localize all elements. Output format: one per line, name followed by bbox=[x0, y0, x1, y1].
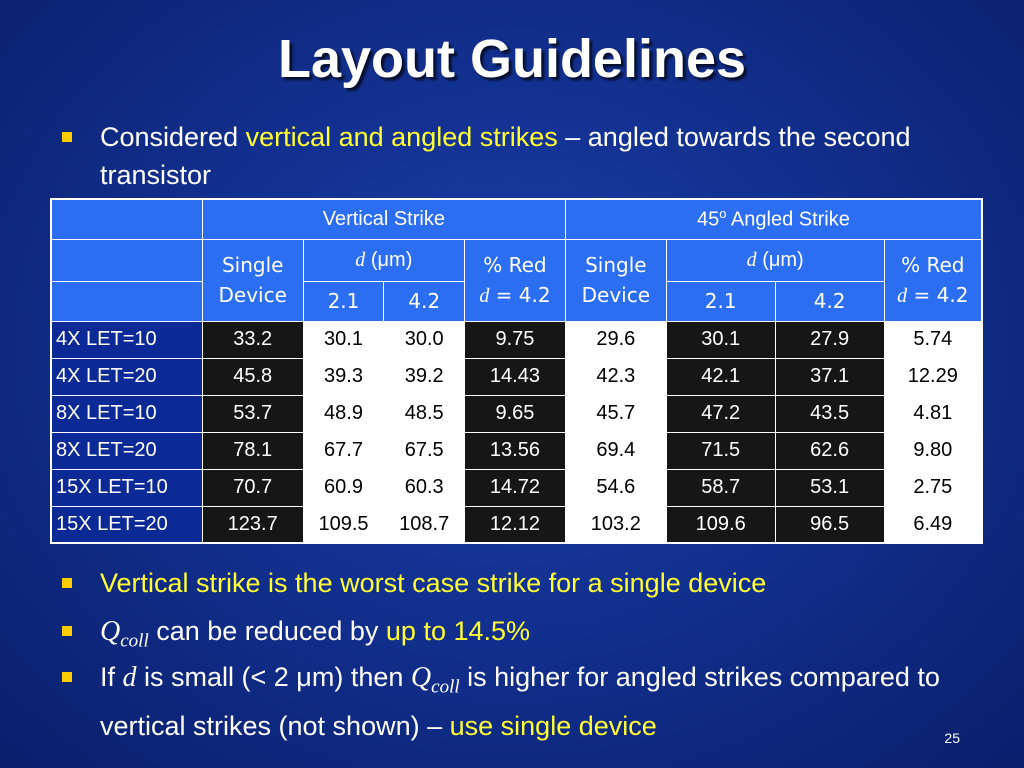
table-row bbox=[51, 432, 982, 469]
angled-strike-header bbox=[565, 199, 982, 239]
percent-red-label: % Red bbox=[901, 252, 965, 277]
table-cell: 54.6 bbox=[565, 469, 666, 506]
table-cell: 62.6 bbox=[775, 432, 884, 469]
table-cell: 9.65 bbox=[465, 395, 566, 432]
bullet-qcoll-reduced bbox=[62, 612, 982, 661]
table-cell: 109.6 bbox=[666, 506, 775, 543]
table-row bbox=[51, 469, 982, 506]
table-cell: 78.1 bbox=[202, 432, 303, 469]
d-value-header: 2.1 bbox=[303, 281, 384, 321]
d-value-header: 4.2 bbox=[384, 281, 465, 321]
bullet-highlight: up to 14.5% bbox=[385, 616, 531, 646]
table-row bbox=[51, 358, 982, 395]
bullet-square-icon bbox=[62, 578, 72, 588]
angle-value: 45 bbox=[696, 209, 720, 232]
row-label: 4X LET=10 bbox=[51, 321, 202, 358]
table-row bbox=[51, 321, 982, 358]
table-cell: 103.2 bbox=[565, 506, 666, 543]
qcoll-symbol: $Q_{coll}$ bbox=[100, 616, 149, 652]
table-cell: 58.7 bbox=[666, 469, 775, 506]
table-cell: 14.72 bbox=[465, 469, 566, 506]
table-cell: 67.5 bbox=[384, 432, 465, 469]
table-cell: 5.74 bbox=[884, 321, 982, 358]
vertical-strike-header: Vertical Strike bbox=[202, 199, 565, 239]
table-cell: 13.56 bbox=[465, 432, 566, 469]
table-cell: 9.75 bbox=[465, 321, 566, 358]
table-cell: 67.7 bbox=[303, 432, 384, 469]
table-cell: 14.43 bbox=[465, 358, 566, 395]
table-cell: 53.1 bbox=[775, 469, 884, 506]
corner-cell bbox=[51, 199, 202, 239]
bullet-part2: is higher for angled strikes compared to vertical strikes (not shown) – bbox=[100, 662, 940, 741]
bullet-vertical-worst bbox=[62, 564, 982, 602]
bullet-suffix: – angled towards the second transistor bbox=[100, 122, 911, 190]
table-cell: 108.7 bbox=[384, 506, 465, 543]
d-symbol: d bbox=[479, 284, 490, 307]
table-cell: 60.3 bbox=[384, 469, 465, 506]
bullet-if: If bbox=[100, 662, 123, 692]
row-label: 15X LET=20 bbox=[51, 506, 202, 543]
bullet-middle: can be reduced by bbox=[148, 616, 386, 646]
single-device-header: Single Device bbox=[565, 239, 666, 321]
percent-red-header bbox=[884, 239, 982, 321]
table-cell: 30.0 bbox=[384, 321, 465, 358]
table-cell: 43.5 bbox=[775, 395, 884, 432]
angled-strike-label: Angled Strike bbox=[726, 209, 850, 232]
table-cell: 39.3 bbox=[303, 358, 384, 395]
bullet-text bbox=[100, 612, 530, 661]
bullet-prefix: Considered bbox=[100, 122, 246, 152]
bullet-d-small bbox=[62, 658, 962, 745]
table-cell: 6.49 bbox=[884, 506, 982, 543]
header-row-1 bbox=[51, 199, 982, 239]
table-cell: 12.29 bbox=[884, 358, 982, 395]
bullet-highlight: use single device bbox=[449, 710, 657, 741]
table-row bbox=[51, 395, 982, 432]
table-cell: 37.1 bbox=[775, 358, 884, 395]
row-label: 15X LET=10 bbox=[51, 469, 202, 506]
bullet-square-icon bbox=[62, 626, 72, 636]
degree-symbol: o bbox=[719, 206, 727, 222]
table-cell: 9.80 bbox=[884, 432, 982, 469]
table-cell: 30.1 bbox=[666, 321, 775, 358]
table-cell: 45.8 bbox=[202, 358, 303, 395]
bullet-highlight: vertical and angled strikes bbox=[245, 122, 558, 152]
table-cell: 53.7 bbox=[202, 395, 303, 432]
label-header-cell bbox=[51, 281, 202, 321]
bullet-square-icon bbox=[62, 672, 72, 682]
row-label: 4X LET=20 bbox=[51, 358, 202, 395]
table-cell: 48.9 bbox=[303, 395, 384, 432]
percent-red-label: % Red bbox=[483, 252, 547, 277]
table-cell: 70.7 bbox=[202, 469, 303, 506]
table-cell: 42.3 bbox=[565, 358, 666, 395]
bullet-square-icon bbox=[62, 132, 72, 142]
bullet-text: Vertical strike is the worst case strike for a single device bbox=[100, 568, 767, 598]
header-row-2 bbox=[51, 239, 982, 281]
table-cell: 4.81 bbox=[884, 395, 982, 432]
table-cell: 27.9 bbox=[775, 321, 884, 358]
table-cell: 39.2 bbox=[384, 358, 465, 395]
single-device-header: Single Device bbox=[202, 239, 303, 321]
table-cell: 42.1 bbox=[666, 358, 775, 395]
percent-red-header bbox=[465, 239, 566, 321]
table-cell: 69.4 bbox=[565, 432, 666, 469]
d-symbol: d bbox=[897, 284, 908, 307]
table-cell: 123.7 bbox=[202, 506, 303, 543]
d-value-header: 4.2 bbox=[775, 281, 884, 321]
slide-title: Layout Guidelines bbox=[277, 29, 747, 89]
row-label: 8X LET=20 bbox=[51, 432, 202, 469]
d-symbol: d bbox=[355, 248, 366, 271]
table-cell: 30.1 bbox=[303, 321, 384, 358]
d-unit: (μm) bbox=[756, 248, 804, 271]
table-cell: 71.5 bbox=[666, 432, 775, 469]
table-cell: 48.5 bbox=[384, 395, 465, 432]
bullet-part1: is small (< 2 μm) then bbox=[136, 662, 411, 692]
d-um-header bbox=[666, 239, 884, 281]
d-unit: (μm) bbox=[365, 248, 413, 271]
table-cell: 47.2 bbox=[666, 395, 775, 432]
table-cell: 96.5 bbox=[775, 506, 884, 543]
bullet-text bbox=[100, 658, 962, 745]
table-cell: 2.75 bbox=[884, 469, 982, 506]
d-symbol: d bbox=[122, 662, 137, 693]
results-table bbox=[50, 198, 983, 544]
table-cell: 12.12 bbox=[465, 506, 566, 543]
bullet-text bbox=[100, 118, 982, 194]
label-header-cell bbox=[51, 239, 202, 281]
bullet-considered bbox=[62, 118, 982, 194]
page-number: 25 bbox=[944, 730, 960, 746]
table-cell: 60.9 bbox=[303, 469, 384, 506]
table-row bbox=[51, 506, 982, 543]
row-label: 8X LET=10 bbox=[51, 395, 202, 432]
table-cell: 33.2 bbox=[202, 321, 303, 358]
table-cell: 29.6 bbox=[565, 321, 666, 358]
d-symbol: d bbox=[746, 248, 757, 271]
d-equals: = 4.2 bbox=[489, 282, 551, 307]
table-cell: 45.7 bbox=[565, 395, 666, 432]
qcoll-symbol: $Q_{coll}$ bbox=[410, 662, 460, 698]
d-equals: = 4.2 bbox=[907, 282, 969, 307]
d-um-header bbox=[303, 239, 464, 281]
d-value-header: 2.1 bbox=[666, 281, 775, 321]
table-cell: 109.5 bbox=[303, 506, 384, 543]
